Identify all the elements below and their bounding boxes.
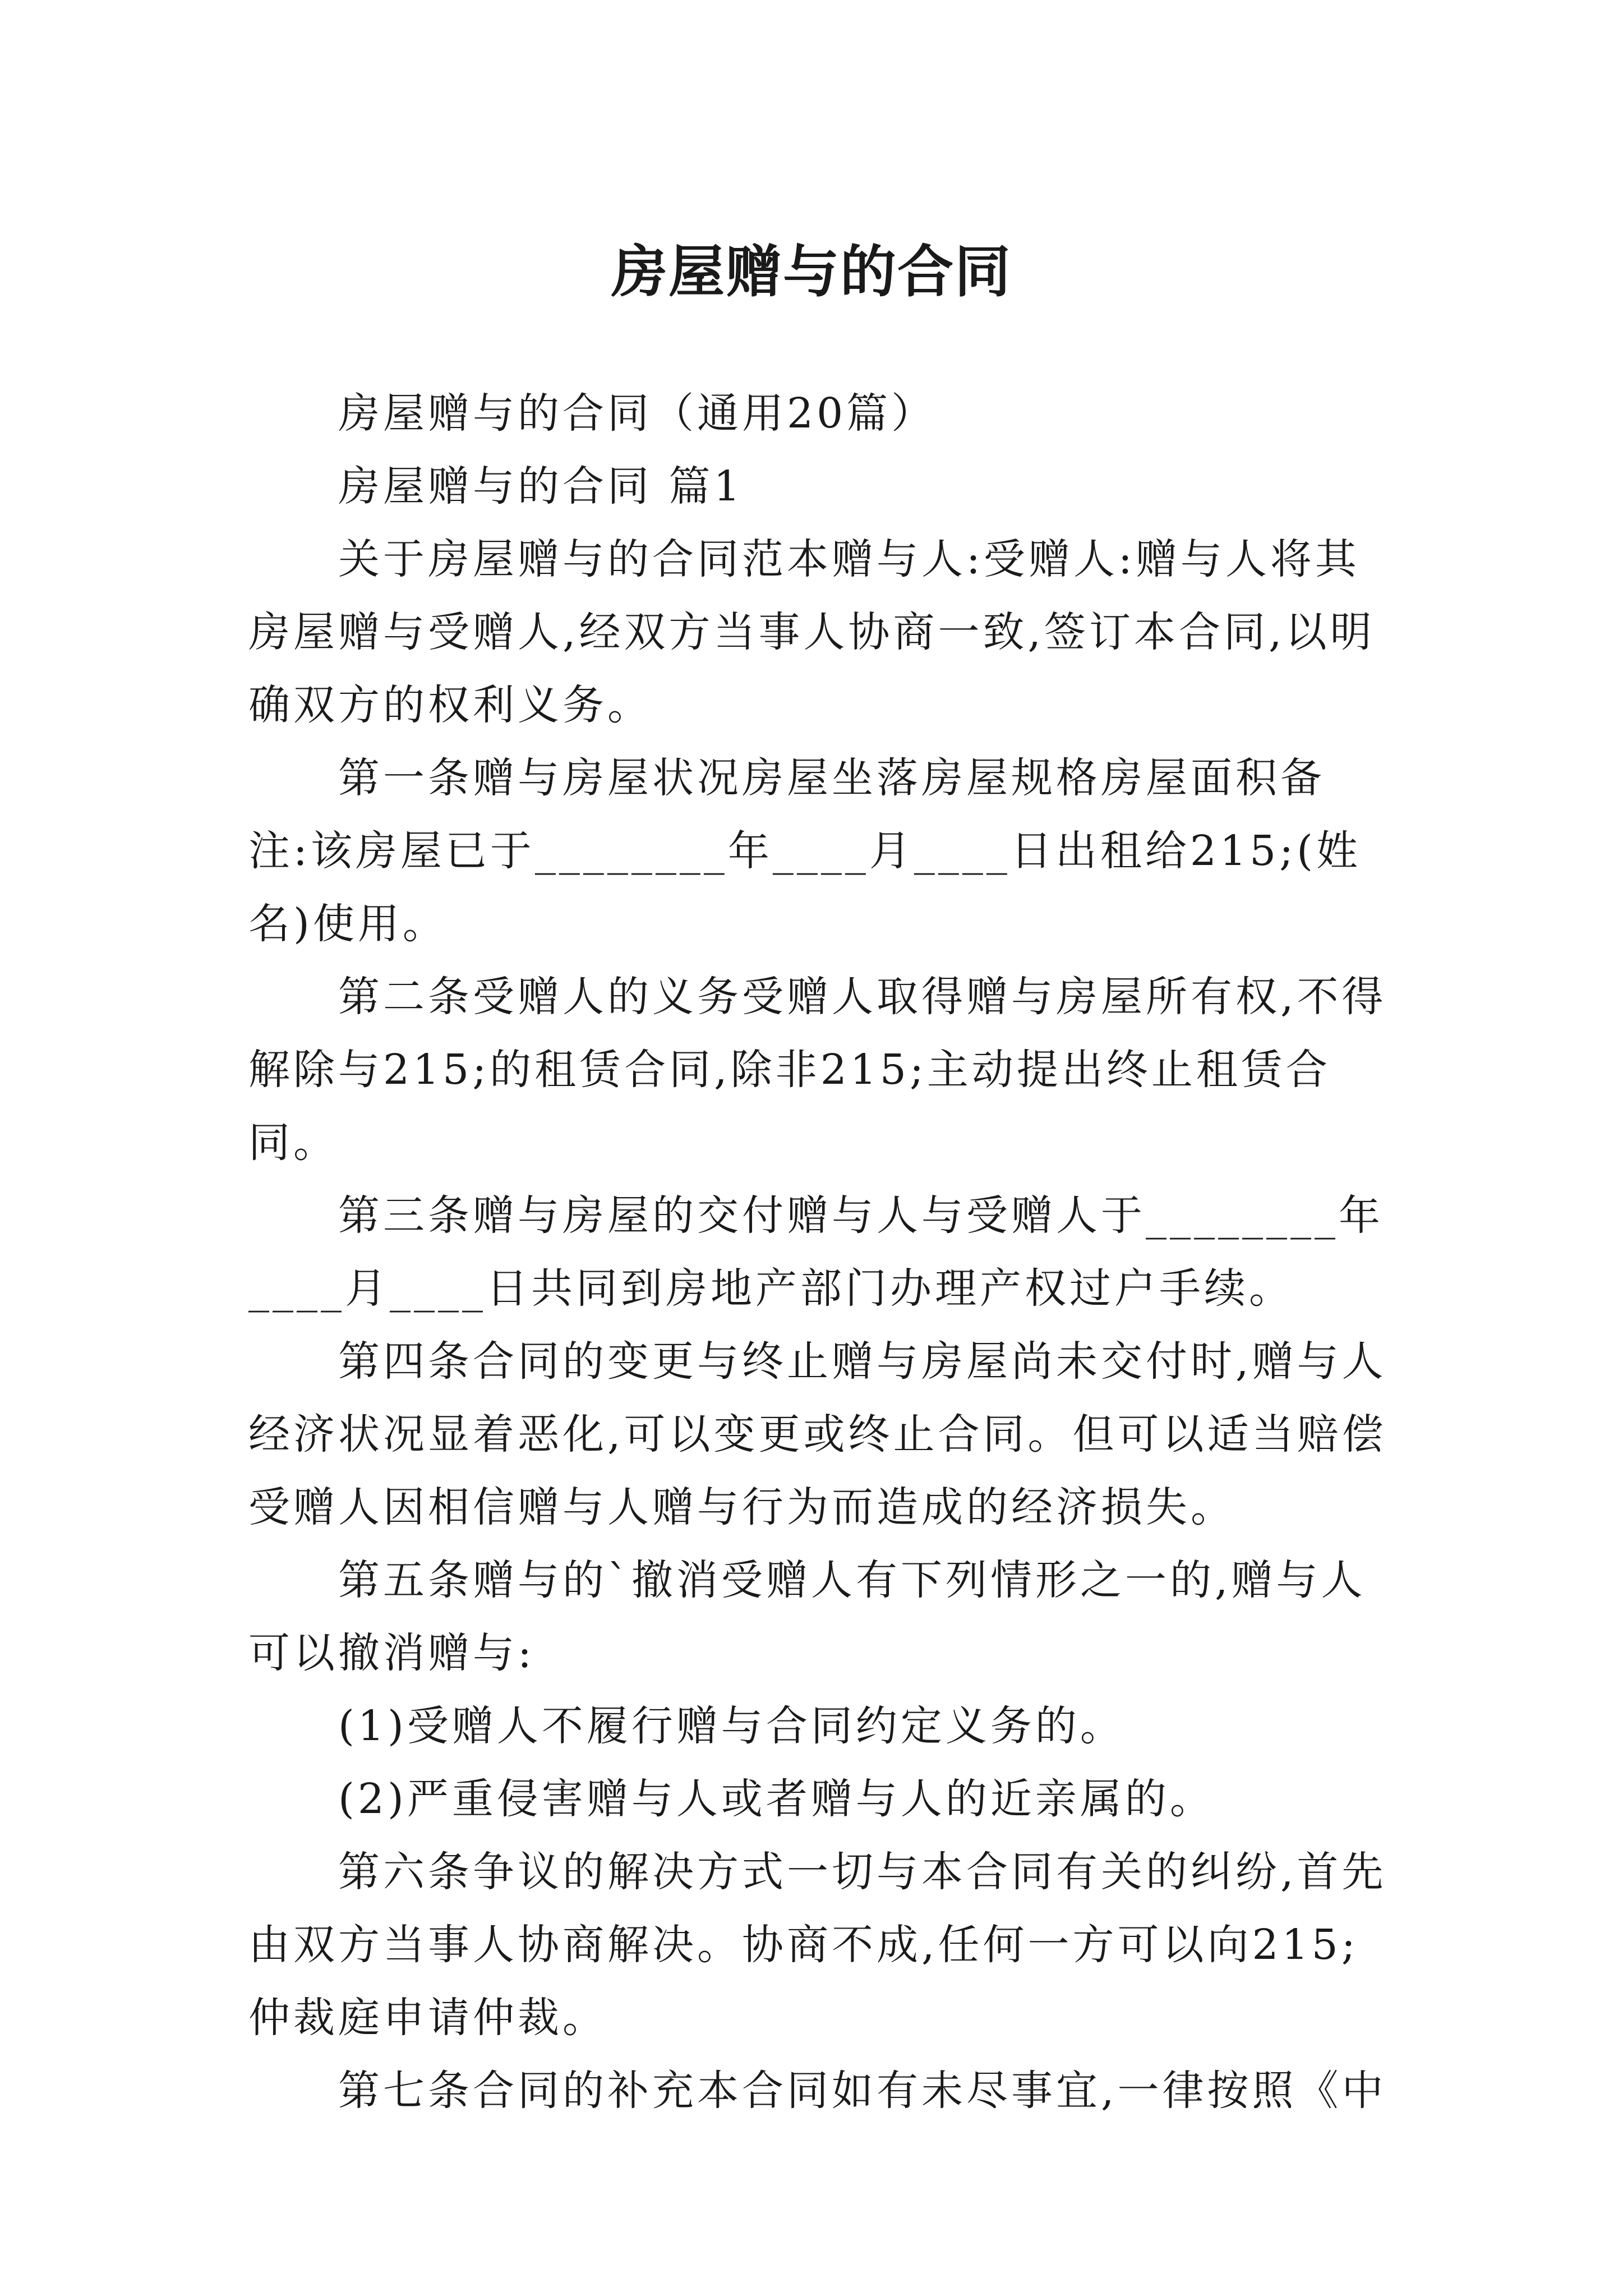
article-3-paragraph: 第三条赠与房屋的交付赠与人与受赠人于________年____月____日共同到房地产部门办理产权过户手续。 bbox=[248, 1191, 1384, 1313]
article-5-paragraph: 第五条赠与的`撤消受赠人有下列情形之一的,赠与人可以撤消赠与: bbox=[248, 1556, 1366, 1677]
article-1-paragraph: 第一条赠与房屋状况房屋坐落房屋规格房屋面积备注:该房屋已于________年____月____日出租给215;(姓名)使用。 bbox=[248, 754, 1361, 948]
article-2-paragraph: 第二条受赠人的义务受赠人取得赠与房屋所有权,不得解除与215;的租赁合同,除非215;主动提出终止租赁合同。 bbox=[248, 973, 1387, 1167]
section-heading: 房屋赠与的合同 篇1 bbox=[338, 462, 744, 510]
article-4-paragraph: 第四条合同的变更与终止赠与房屋尚未交付时,赠与人经济状况显着恶化,可以变更或终止合同。但可以适当赔偿受赠人因相信赠与人赠与行为而造成的经济损失。 bbox=[248, 1337, 1387, 1531]
page-title: 房屋赠与的合同 bbox=[611, 239, 1012, 305]
subtitle-paragraph: 房屋赠与的合同（通用20篇） bbox=[338, 389, 937, 438]
article-5-item-1: (1)受赠人不履行赠与合同约定义务的。 bbox=[338, 1702, 1125, 1750]
article-6-paragraph: 第六条争议的解决方式一切与本合同有关的纠纷,首先由双方当事人协商解决。协商不成,任何一方可以向215;仲裁庭申请仲裁。 bbox=[248, 1848, 1387, 2042]
article-5-item-2: (2)严重侵害赠与人或者赠与人的近亲属的。 bbox=[338, 1775, 1215, 1823]
article-7-paragraph: 第七条合同的补充本合同如有未尽事宜,一律按照《中 bbox=[338, 2067, 1387, 2115]
intro-paragraph: 关于房屋赠与的合同范本赠与人:受赠人:赠与人将其房屋赠与受赠人,经双方当事人协商一致,签订本合同,以明确双方的权利义务。 bbox=[248, 535, 1375, 729]
document-body bbox=[248, 377, 1387, 2127]
